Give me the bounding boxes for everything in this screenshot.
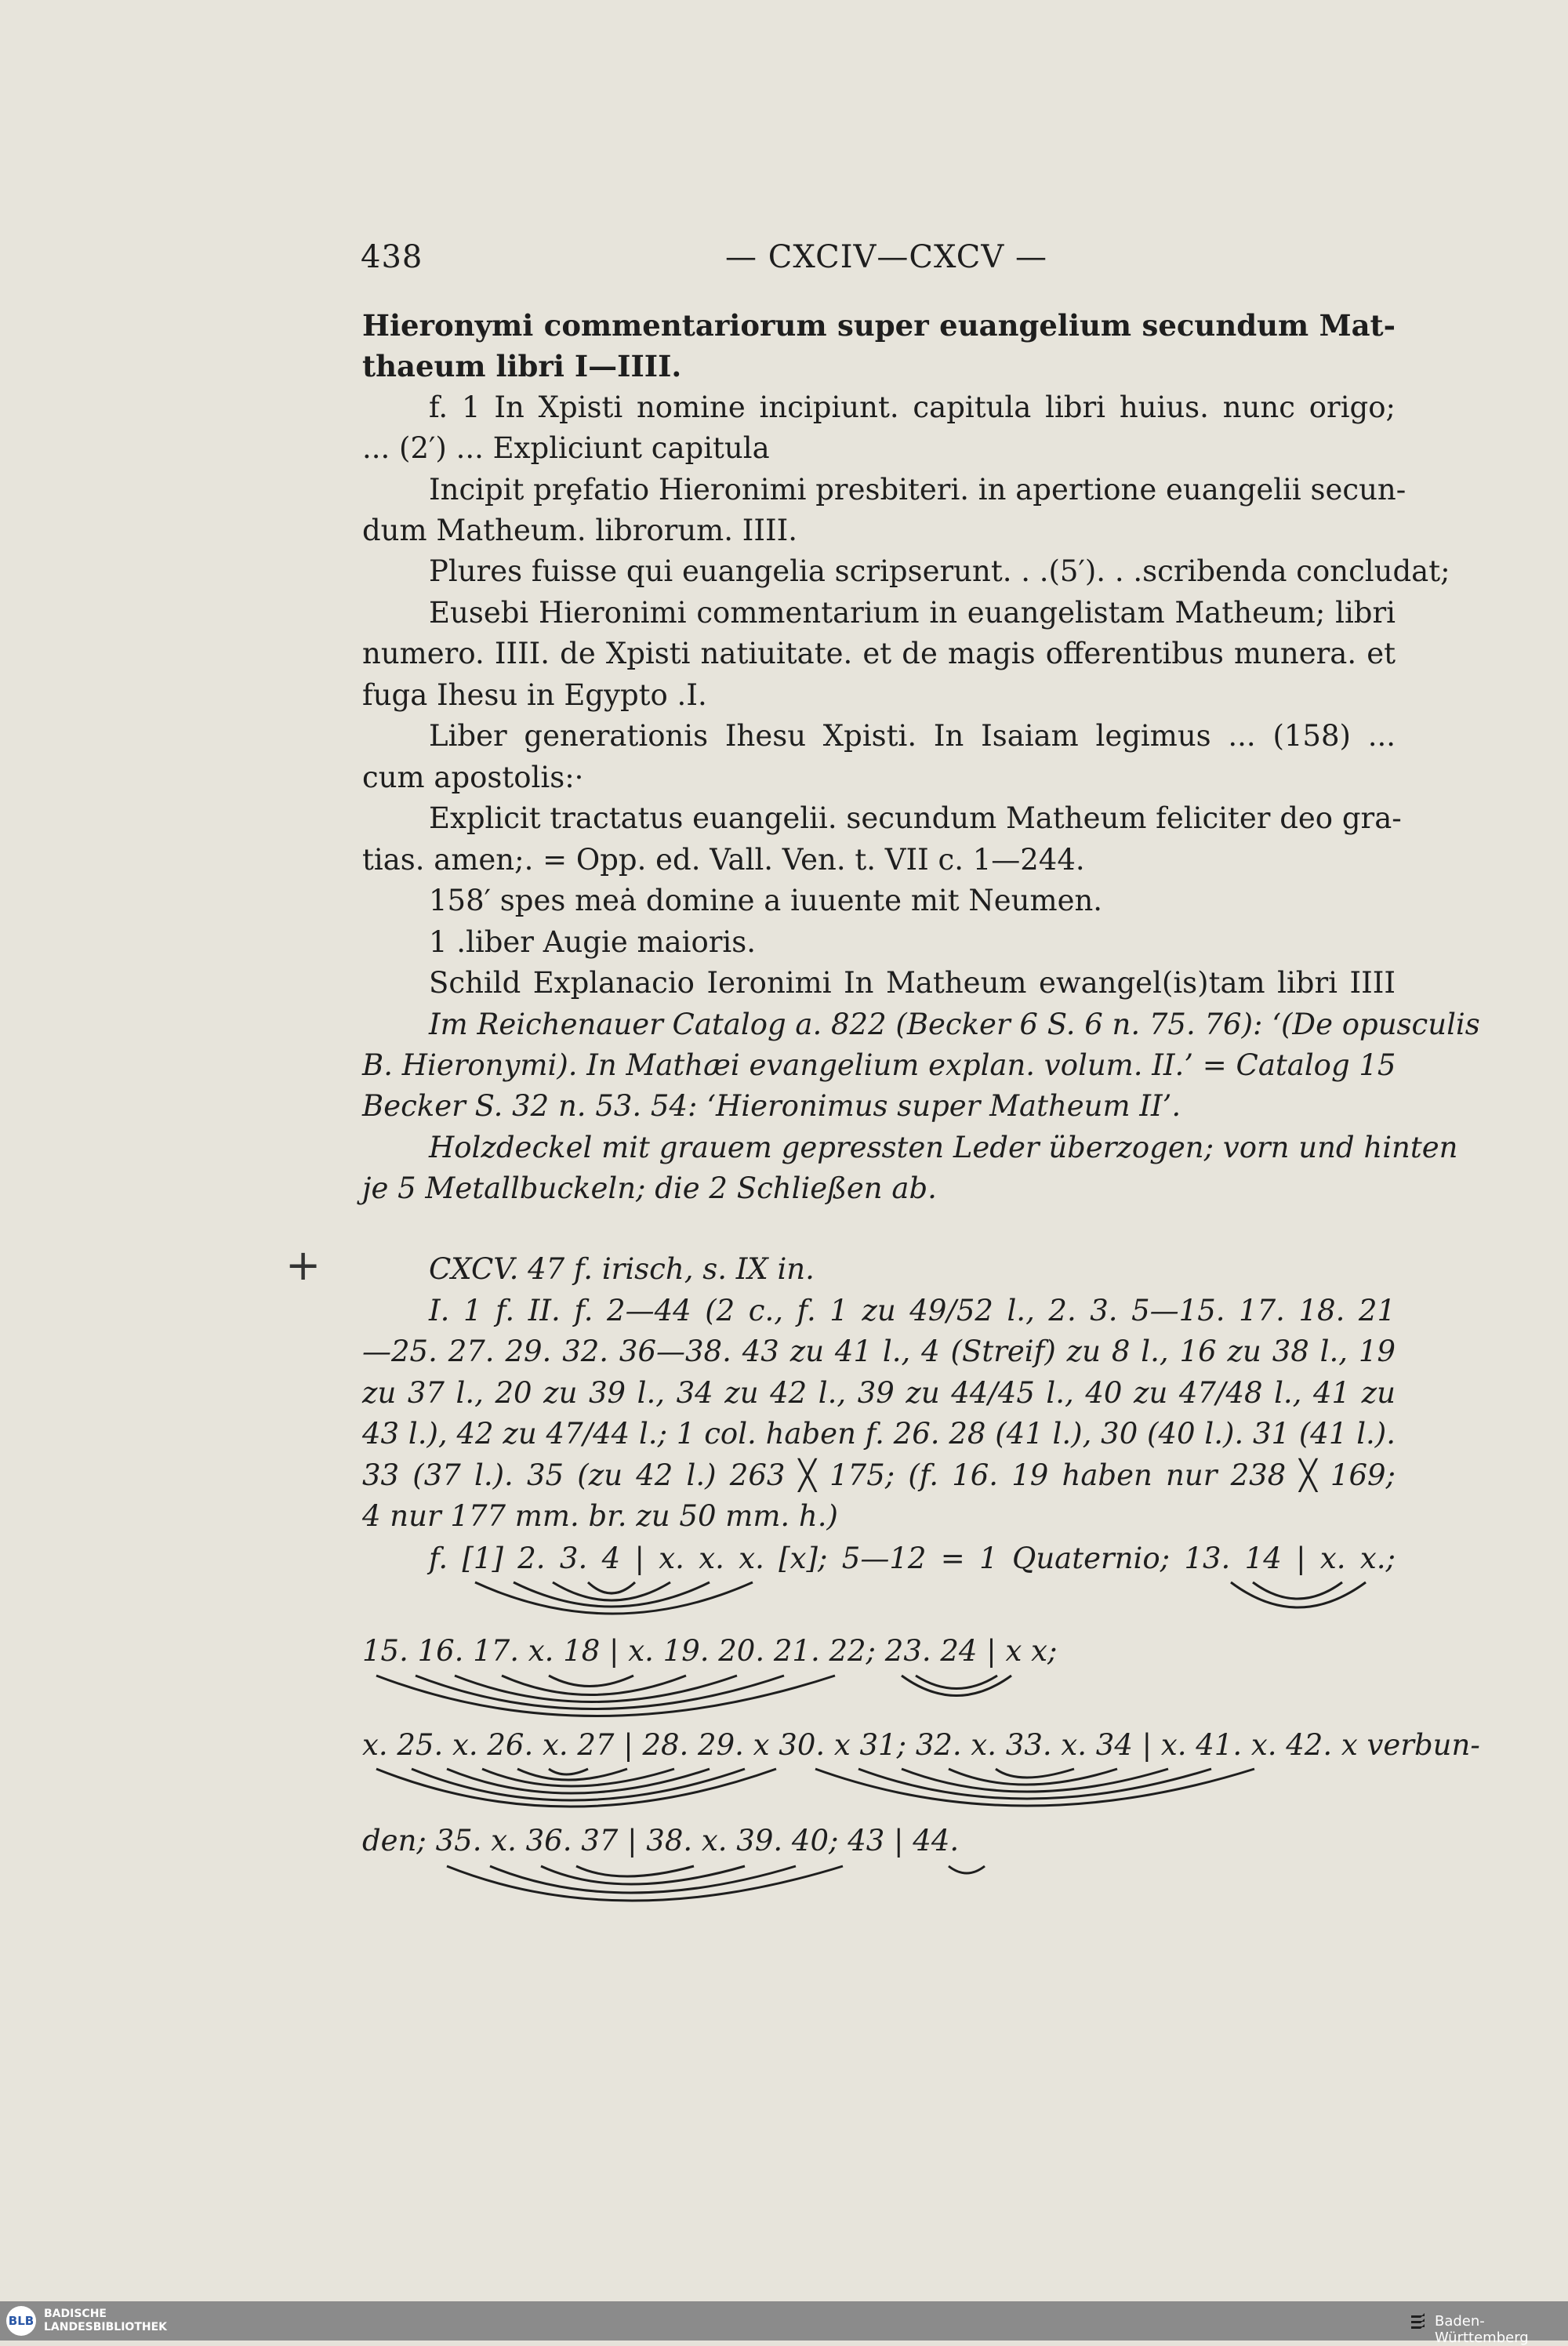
text-line: Plures fuisse qui euangelia scripserunt. . .(5′). . .scribenda concludat; bbox=[429, 554, 1450, 588]
text-line: I. 1 f. II. f. 2—44 (2 c., f. 1 zu 49/52 l., 2. 3. 5—15. 17. 18. 21 bbox=[429, 1294, 1396, 1327]
text-line: 4 nur 177 mm. br. zu 50 mm. h.) bbox=[362, 1499, 838, 1533]
text-line: 1 .liber Augie maioris. bbox=[429, 925, 757, 959]
entry-heading-cxcv: CXCV. 47 f. irisch, s. IX in. bbox=[429, 1252, 815, 1286]
quire-formula-line: x. 25. x. 26. x. 27 | 28. 29. x 30. x 31; 32. x. 33. x. 34 | x. 41. x. 42. x verbun- bbox=[362, 1728, 1480, 1762]
blb-logo-icon: BLB bbox=[6, 2306, 36, 2336]
text-line: —25. 27. 29. 32. 36—38. 43 zu 41 l., 4 (Streif) zu 8 l., 16 zu 38 l., 19 bbox=[362, 1335, 1396, 1368]
entry-title-line-2: thaeum libri I—IIII. bbox=[362, 349, 682, 383]
entry-title-line-1: Hieronymi commentariorum super euangelium secundum Mat- bbox=[362, 308, 1396, 343]
baden-wuerttemberg-lions-icon bbox=[1409, 2311, 1429, 2331]
text-line: f. 1 In Xpisti nomine incipiunt. capitula libri huius. nunc origo; bbox=[429, 390, 1396, 424]
text-line: Eusebi Hieronimi commentarium in euangelistam Matheum; libri bbox=[429, 596, 1396, 630]
text-line: ... (2′) ... Expliciunt capitula bbox=[362, 431, 770, 465]
text-line: zu 37 l., 20 zu 39 l., 34 zu 42 l., 39 zu 44/45 l., 40 zu 47/48 l., 41 zu bbox=[362, 1376, 1396, 1410]
text-line: fuga Ihesu in Egypto .I. bbox=[362, 678, 707, 712]
quire-formula-line: den; 35. x. 36. 37 | 38. x. 39. 40; 43 | 44. bbox=[362, 1824, 960, 1858]
text-line: Holzdeckel mit grauem gepressten Leder überzogen; vorn und hinten bbox=[429, 1131, 1458, 1164]
text-line: Incipit prȩfatio Hieronimi presbiteri. in apertione euangelii secun- bbox=[429, 473, 1406, 507]
text-line: 33 (37 l.). 35 (zu 42 l.) 263 ╳ 175; (f. 16. 19 haben nur 238 ╳ 169; bbox=[362, 1458, 1396, 1492]
text-line: je 5 Metallbuckeln; die 2 Schließen ab. bbox=[362, 1171, 937, 1205]
footer-bar bbox=[0, 2301, 1568, 2346]
text-line: 43 l.), 42 zu 47/44 l.; 1 col. haben f. 26. 28 (41 l.), 30 (40 l.). 31 (41 l.). bbox=[362, 1417, 1396, 1451]
quire-formula-line: f. [1] 2. 3. 4 | x. x. x. [x]; 5—12 = 1 Quaternio; 13. 14 | x. x.; bbox=[429, 1542, 1396, 1575]
margin-cross-mark: + bbox=[285, 1240, 321, 1290]
library-name-line-2: LANDESBIBLIOTHEK bbox=[44, 2321, 168, 2333]
text-line: Liber generationis Ihesu Xpisti. In Isaiam legimus ... (158) ... bbox=[429, 719, 1396, 753]
text-line: Becker S. 32 n. 53. 54: ‘Hieronimus super Matheum II’. bbox=[362, 1089, 1181, 1123]
page-number: 438 bbox=[361, 239, 423, 275]
state-label: Baden-Württemberg bbox=[1435, 2313, 1529, 2346]
text-line: Im Reichenauer Catalog a. 822 (Becker 6 S. 6 n. 75. 76): ‘(De opusculis bbox=[429, 1008, 1480, 1041]
text-line: 158′ spes meȧ domine a iuuente mit Neumen. bbox=[429, 884, 1103, 917]
quire-formula-line: 15. 16. 17. x. 18 | x. 19. 20. 21. 22; 23. 24 | x x; bbox=[362, 1634, 1058, 1668]
text-line: B. Hieronymi). In Mathæi evangelium explan. volum. II.’ = Catalog 15 bbox=[362, 1048, 1396, 1082]
running-head: — CXCIV—CXCV — bbox=[725, 239, 1047, 275]
text-line: numero. IIII. de Xpisti natiuitate. et de magis offerentibus munera. et bbox=[362, 637, 1396, 670]
text-line: Schild Explanacio Ieronimi In Matheum ewangel(is)tam libri IIII bbox=[429, 966, 1396, 1000]
library-name-line-1: BADISCHE bbox=[44, 2308, 107, 2320]
text-line: Explicit tractatus euangelii. secundum Matheum feliciter deo gra- bbox=[429, 801, 1402, 835]
text-line: cum apostolis:· bbox=[362, 761, 584, 794]
text-line: dum Matheum. librorum. IIII. bbox=[362, 514, 797, 547]
library-name bbox=[44, 2308, 167, 2334]
text-line: tias. amen;. = Opp. ed. Vall. Ven. t. VII c. 1—244. bbox=[362, 843, 1085, 877]
